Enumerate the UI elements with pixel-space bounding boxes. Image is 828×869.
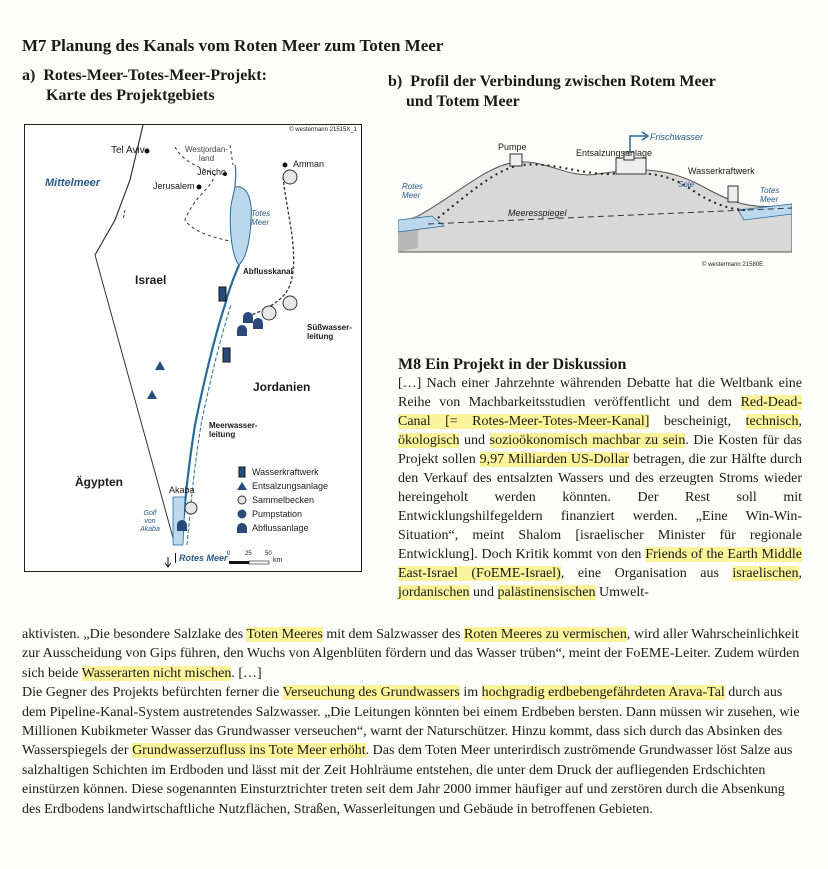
subheading-b-line1: Profil der Verbindung zwischen Rotem Meer xyxy=(410,73,716,90)
map-copyright: © westermann 21515X_1 xyxy=(289,127,357,133)
profile-label-totes-meer-2: Meer xyxy=(760,195,779,204)
legend-label: Sammelbecken xyxy=(252,495,315,505)
freshwater-pipeline xyxy=(251,177,294,315)
text-run: Umwelt- xyxy=(595,585,649,600)
profile-label-rotes-meer-2: Meer xyxy=(402,191,421,200)
entsalzungsanlage-icon xyxy=(237,481,247,491)
tel-aviv-dot xyxy=(145,149,150,154)
text-run: . […] xyxy=(231,665,262,681)
highlight: 9,97 Milliarden US-Dollar xyxy=(479,452,630,467)
label-westjordanland-2: land xyxy=(198,154,215,163)
label-golf-2: von xyxy=(144,518,156,525)
label-mittelmeer: Mittelmeer xyxy=(45,177,101,189)
entsalzungsanlage-2 xyxy=(147,390,157,399)
label-westjordanland-1: Westjordan- xyxy=(185,145,228,154)
text-run: mit dem Salzwasser des xyxy=(322,627,464,642)
map-legend xyxy=(237,465,328,535)
highlight: jordanischen xyxy=(398,585,470,600)
profile-label-pumpe: Pumpe xyxy=(498,142,527,152)
m8-paragraph-3 xyxy=(22,683,804,819)
label-jerusalem: Jerusalem xyxy=(153,181,195,191)
label-jericho: Jericho xyxy=(197,167,227,177)
profile-label-totes-meer-1: Totes xyxy=(760,186,780,195)
profile-label-frischwasser: Frischwasser xyxy=(650,132,704,142)
abflussanlage-akaba xyxy=(177,520,187,531)
label-aegypten: Ägypten xyxy=(75,475,123,489)
profile-label-sole: Sole xyxy=(678,180,695,189)
label-suesswasser-1: Süßwasser- xyxy=(307,323,352,332)
highlight: Grundwasserzufluss ins Tote Meer erhöht xyxy=(132,743,366,759)
highlight: sozioökonomisch machbar zu sein xyxy=(489,433,686,448)
label-totes-meer-1: Totes xyxy=(251,209,271,218)
pumpstation-1 xyxy=(237,325,247,336)
profile-label-rotes-meer xyxy=(402,182,423,200)
label-amman: Amman xyxy=(293,159,325,169)
amman-dot xyxy=(283,163,288,168)
text-run: aktivisten. „Die besondere Salzlake des xyxy=(22,627,247,642)
label-suesswasserleitung xyxy=(307,323,352,341)
label-meerwasserleitung xyxy=(209,421,257,439)
profile-label-totes-meer xyxy=(760,186,779,204)
text-run: […] Nach einer Jahrzehnte währenden Debatte hat die Weltbank eine Reihe von Machbarkeitsstudien veröffentlicht und dem xyxy=(398,376,802,410)
scale-bar-segment-1 xyxy=(229,561,249,564)
highlight: ökologisch xyxy=(398,433,460,448)
text-run: Die Gegner des Projekts befürchten ferner die xyxy=(22,685,283,701)
jerusalem-dot xyxy=(197,185,202,190)
text-run: bescheinigt, xyxy=(649,414,746,429)
subheading-b-label: b) xyxy=(388,73,403,90)
pumpe-building xyxy=(510,154,522,166)
text-run: , xyxy=(798,566,802,581)
subheading-a-line1: Rotes-Meer-Totes-Meer-Projekt: xyxy=(43,67,267,84)
subheading-b xyxy=(388,72,716,112)
subheading-a-label: a) xyxy=(22,67,36,84)
profile-copyright: © westermann 21580E xyxy=(702,262,764,268)
sammelbecken-akaba xyxy=(185,502,197,514)
scale-end: 50 xyxy=(265,551,272,557)
profile-graphic xyxy=(398,124,792,274)
label-golf-3: Akaba xyxy=(140,526,160,533)
sammelbecken-amman xyxy=(283,170,297,184)
profile-label-meeresspiegel: Meeresspiegel xyxy=(508,208,567,218)
text-run: und xyxy=(459,433,490,448)
label-israel: Israel xyxy=(135,273,167,287)
highlight: Verseuchung des Grundwassers xyxy=(282,685,460,701)
m8-full-width-text xyxy=(22,625,804,819)
text-run: , xyxy=(798,414,802,429)
wasserkraftwerk-icon xyxy=(237,466,247,478)
wasserkraftwerk-1 xyxy=(219,287,226,301)
legend-row-wasserkraftwerk xyxy=(237,465,328,479)
label-golf-1: Golf xyxy=(143,510,157,517)
wasserkraftwerk-building xyxy=(728,186,738,202)
legend-label: Entsalzungsanlage xyxy=(252,481,329,491)
pumpstation-3 xyxy=(243,312,253,323)
text-run: und xyxy=(469,585,498,600)
south-arrow-icon xyxy=(165,557,171,567)
label-meerwasser-2: leitung xyxy=(209,430,236,439)
label-meerwasser-1: Meerwasser- xyxy=(209,421,258,430)
profile-label-entsalzungsanlage: Entsalzungsanlage xyxy=(576,148,653,158)
label-totes-meer-2: Meer xyxy=(251,218,270,227)
m8-column-text xyxy=(398,374,802,602)
label-abflusskanal: Abflusskanal xyxy=(243,267,293,276)
m8-paragraph-2 xyxy=(22,625,804,683)
highlight: Wasserarten nicht mischen xyxy=(81,665,232,681)
pumpstation-2 xyxy=(253,318,263,329)
m8-title: M8 Ein Projekt in der Diskussion xyxy=(398,356,627,373)
scale-zero: 0 xyxy=(227,551,231,557)
subheading-b-line2: und Totem Meer xyxy=(406,93,520,110)
highlight: hochgradig erdbebengefährdeten Arava-Tal xyxy=(481,685,725,701)
label-westjordanland xyxy=(185,145,228,163)
wasserkraftwerk-2 xyxy=(223,348,230,362)
text-run: betragen, die zur Hälfte durch den Verkauf des entsalzten Wassers und des erzeugten Stroms wieder hereingeholt werden könnten. Der Rest soll mit Entwicklungshilfegeldern finanziert werden. „Eine Win-Win-Situation“, meint Shalom [israelischer Minister für regionale Entwicklung]. Doch Kritik kommt von den xyxy=(398,452,803,562)
sammelbecken-icon xyxy=(237,495,247,505)
entsalzungsanlage-1 xyxy=(155,361,165,370)
highlight: Friends of the Earth Middle East-Israel (FoEME-Israel) xyxy=(398,547,803,581)
m8-paragraph-1 xyxy=(398,374,802,602)
legend-row-entsalzungsanlage xyxy=(237,479,328,493)
subheading-a-line2: Karte des Projektgebiets xyxy=(46,87,215,104)
dead-sea xyxy=(230,187,251,265)
highlight: Roten Meeres zu vermischen xyxy=(463,627,627,642)
text-run: , wird aller Wahrscheinlichkeit zur Ausscheidung von Gips führen, den Wuchs von Algenblüten fördern und das Wasser trüben“, meint der FoEME-Leiter. Zudem würden sich beide xyxy=(22,627,800,681)
project-map xyxy=(24,124,362,572)
label-akaba: Akaba xyxy=(169,485,195,495)
profile-label-wasserkraftwerk: Wasserkraftwerk xyxy=(688,166,755,176)
highlight: israelischen xyxy=(732,566,799,581)
legend-row-sammelbecken xyxy=(237,493,328,507)
legend-row-pumpstation xyxy=(237,507,328,521)
text-run: durch aus dem Pipeline-Kanal-System austretendes Salzwasser. „Die Leitungen könnten bei einem Erdbeben bersten. Dann müssen wir zusehen, wie Millionen Kubikmeter Wasser das Grundwasser verseuchen“, warnt der Naturschützer. Hinzu kommt, dass sich durch das Absinken des Wasserspiegels der xyxy=(22,685,800,759)
border-dash xyxy=(123,210,125,220)
abflussanlage-icon xyxy=(237,523,247,533)
highlight: Red-Dead-Canal [= Rotes-Meer-Totes-Meer-Kanal] xyxy=(398,395,802,429)
scale-unit: km xyxy=(273,557,283,564)
page-title: M7 Planung des Kanals vom Roten Meer zum Toten Meer xyxy=(22,36,444,55)
highlight: Toten Meeres xyxy=(246,627,323,642)
scale-bar-segment-2 xyxy=(249,561,269,564)
pumpstation-icon xyxy=(237,509,247,519)
legend-row-abflussanlage xyxy=(237,521,328,535)
text-run: , eine Organisation aus xyxy=(560,566,733,581)
label-golf-von-akaba xyxy=(140,510,160,534)
highlight: technisch xyxy=(745,414,799,429)
sammelbecken-suesswasser xyxy=(283,296,297,310)
text-run: . Das dem Toten Meer unterirdisch zuströmende Grundwasser löst Salze aus salzhaltigen Schichten im Erdboden und lässt mit der Zeit Hohlräume entstehen, die unter dem Druck der aufliegenden Erdschichten einstürzen können. Diese sogenannten Einsturztrichter treten seit dem Jahr 2000 immer häufiger auf und zerstören durch die Absenkung des Erdbodens landwirtschaftliche Nutzflächen, Straßen, Wasserleitungen und Gebäude in betroffenen Gebieten. xyxy=(22,743,793,817)
label-tel-aviv: Tel Aviv xyxy=(111,145,145,156)
label-totes-meer xyxy=(251,209,270,227)
scale-mid: 25 xyxy=(245,551,252,557)
text-run: im xyxy=(459,685,482,701)
label-rotes-meer: Rotes Meer xyxy=(175,553,228,563)
label-suesswasser-2: leitung xyxy=(307,332,334,341)
profile-diagram xyxy=(398,124,792,274)
legend-label: Abflussanlage xyxy=(252,523,309,533)
legend-label: Wasserkraftwerk xyxy=(252,467,319,477)
text-run: . Die Kosten für das Projekt sollen xyxy=(398,433,803,467)
profile-label-rotes-meer-1: Rotes xyxy=(402,182,423,191)
sammelbecken-2 xyxy=(262,306,276,320)
subheading-a xyxy=(22,66,267,106)
legend-label: Pumpstation xyxy=(252,509,303,519)
egypt-border xyxy=(95,255,175,545)
highlight: palästinensischen xyxy=(497,585,596,600)
label-jordanien: Jordanien xyxy=(253,380,311,394)
